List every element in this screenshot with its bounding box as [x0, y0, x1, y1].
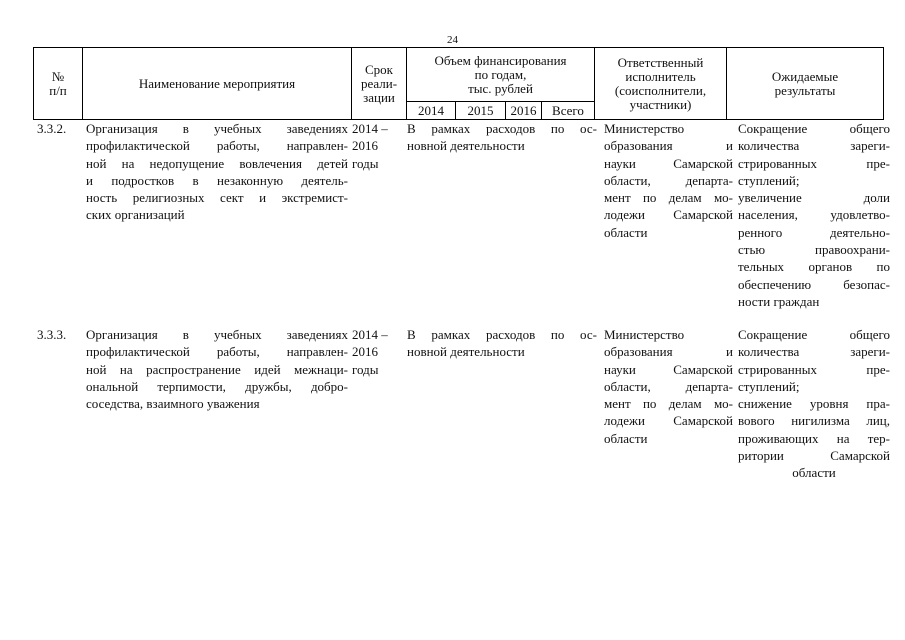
row-number: 3.3.3. — [37, 327, 67, 342]
header-name: Наименование мероприятия — [83, 48, 352, 120]
row-responsible: Министерство образования и науки Самарской области, департа- мент по делам мо- лодежи Самарской области — [604, 121, 733, 240]
header-responsible: Ответственный исполнитель (соисполнители, участники) — [595, 48, 727, 120]
header-num: № п/п — [34, 48, 83, 120]
row-finance: В рамках расходов по ос- новной деятельности — [407, 327, 597, 360]
header-year-2014: 2014 — [407, 102, 456, 120]
header-year-2015: 2015 — [456, 102, 506, 120]
page-number: 24 — [447, 34, 458, 46]
row-finance: В рамках расходов по ос- новной деятельности — [407, 121, 597, 154]
row-term: 2014 – 2016 годы — [352, 121, 388, 171]
row-name: Организация в учебных заведениях профилактической работы, направлен- ной на распространение идей межнаци- ональной терпимости, дружбы, добро- соседства, взаимного уважения — [86, 327, 348, 412]
header-term: Срок реали- зации — [352, 48, 407, 120]
header-finance: Объем финансирования по годам, тыс. рублей — [407, 48, 595, 102]
row-results: Сокращение общего количества зареги- стрированных пре- ступлений; увеличение доли населения, удовлетво- ренного деятельно- стью правоохрани- тельных органов по обеспечению безопас- ности граждан — [738, 121, 890, 309]
table-header — [33, 47, 884, 120]
row-number: 3.3.2. — [37, 121, 67, 136]
header-results: Ожидаемые результаты — [727, 48, 884, 120]
header-year-2016: 2016 — [506, 102, 542, 120]
row-name: Организация в учебных заведениях профилактической работы, направлен- ной на недопущение вовлечения детей и подростков в незаконную деятель- ность религиозных сект и экстремист- ских организаций — [86, 121, 348, 223]
row-results: Сокращение общего количества зареги- стрированных пре- ступлений; снижение уровня пра- вового нигилизма лиц, проживающих на тер- ритории Самарской области — [738, 327, 890, 481]
row-term: 2014 – 2016 годы — [352, 327, 388, 377]
header-total: Всего — [542, 102, 595, 120]
row-responsible: Министерство образования и науки Самарской области, департа- мент по делам мо- лодежи Самарской области — [604, 327, 733, 446]
